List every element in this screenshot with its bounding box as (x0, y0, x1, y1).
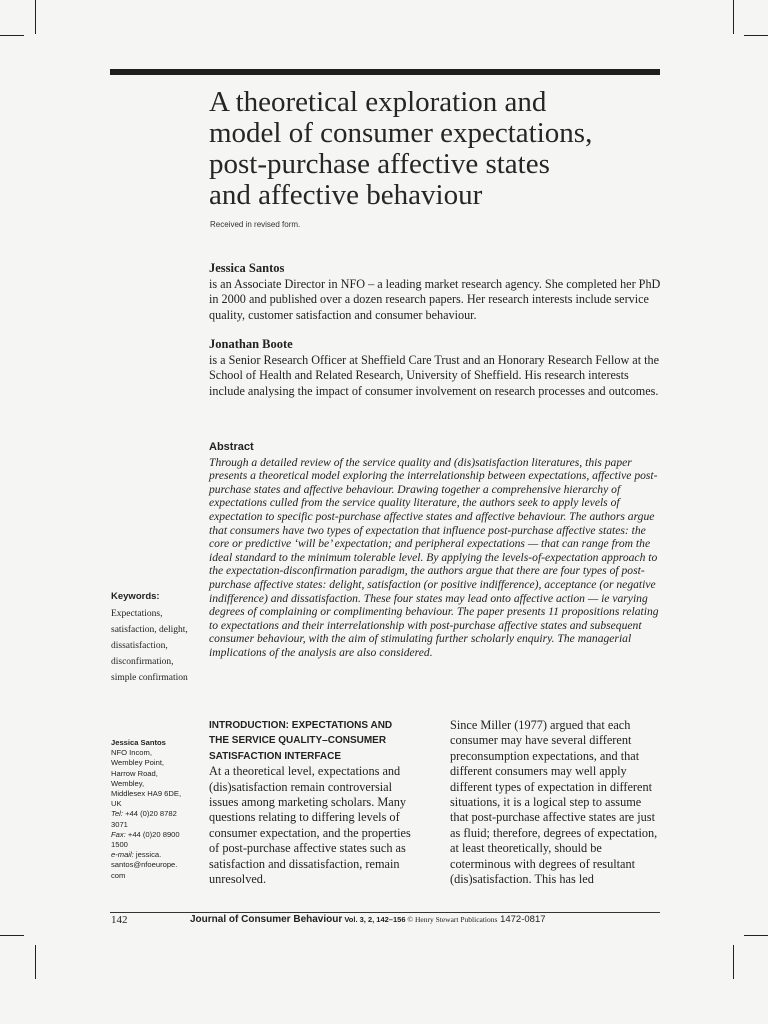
tel-value: +44 (0)20 8782 (122, 809, 177, 819)
abstract-heading: Abstract (209, 441, 254, 453)
fax-line (111, 830, 203, 840)
title-line: A theoretical exploration and (209, 86, 547, 118)
address-line: Wembley Point, (111, 758, 165, 768)
crop-mark (0, 35, 24, 36)
address-line: Middlesex HA9 6DE, (111, 789, 182, 799)
body-column-left (209, 718, 421, 887)
keywords-heading: Keywords: (111, 591, 160, 602)
section-heading-line: INTRODUCTION: EXPECTATIONS AND (209, 720, 393, 731)
email-value: jessica. (133, 850, 162, 860)
tel-label: Tel: (111, 809, 123, 819)
abstract-text: Through a detailed review of the service quality and (dis)satisfaction literatures, this paper presents a theoretical model exploring the interrelationship between expectations, affective post-purchase states and affective behaviour. Drawing together a comprehensive hierarchy of expectations culled from the service quality literature, the authors seek to apply levels of expectation to specific post-purchase affective states and affective behaviour. The authors argue that consumers have two types of expectation that influence post-purchase affective states: the core or predictive ‘will be’ expectation; and peripheral expectations — that can range from the ideal standard to the minimum tolerable level. By applying the levels-of-expectation approach to the expectation-disconfirmation paradigm, the authors argue that there are four types of post-purchase affective states: delight, satisfaction (or positive indifference), acceptance (or negative indifference) and dissatisfaction. These four states may lead onto affective action — ie varying degrees of complaining or complimenting behaviour. The paper presents 11 propositions relating to expectations and their interrelationship with post-purchase affective states and subsequent consumer behaviour, with the aim of stimulating further scholarly enquiry. The managerial implications of the analysis are also considered. (209, 455, 659, 659)
address-line: UK (111, 799, 122, 809)
keyword: disconfirmation, (111, 657, 174, 667)
body-text: At a theoretical level, expectations and (dis)satisfaction remain controversial issues among marketing scholars. Many questions relating to differing levels of consumer expectation, and the properties of post-purchase affective states such as satisfaction and dissatisfaction, remain unresolved. (209, 764, 411, 887)
section-heading-line: THE SERVICE QUALITY–CONSUMER (209, 735, 387, 747)
tel-line (111, 809, 203, 819)
crop-mark (35, 945, 36, 979)
body-column-right (450, 718, 662, 887)
address-line: Wembley, (111, 778, 145, 788)
address-line: NFO Incom, (111, 748, 152, 758)
section-heading-line: SATISFACTION INTERFACE (209, 750, 342, 762)
title-line: and affective behaviour (209, 179, 483, 211)
publisher: © Henry Stewart Publications (405, 915, 498, 924)
author-block (209, 261, 661, 323)
email-label: e-mail: (111, 850, 134, 860)
fax-value-cont: 1500 (111, 840, 128, 850)
journal-name: Journal of Consumer Behaviour (190, 914, 343, 925)
email-value-cont: santos@nfoeurope. (111, 860, 178, 870)
journal-citation (190, 914, 546, 925)
fax-label: Fax: (111, 829, 126, 839)
crop-mark (733, 945, 734, 979)
keywords (111, 591, 206, 686)
address-line: Harrow Road, (111, 768, 158, 778)
contact-address (111, 738, 203, 881)
keyword: simple confirmation (111, 673, 188, 683)
fax-value: +44 (0)20 8900 (125, 829, 180, 839)
crop-mark (744, 35, 768, 36)
body-text: Since Miller (1977) argued that each consumer may have several different preconsumption expectations, and that different consumers may well apply different types of expectation in different situations, it is a logical step to assume that post-purchase affective states are just as fluid; therefore, degrees of expectation, at least theoretically, should be coterminous with degrees of resultant (dis)satisfaction. This has led (450, 718, 658, 887)
title-line: model of consumer expectations, (209, 117, 593, 149)
author-block (209, 337, 661, 399)
keyword: dissatisfaction, (111, 641, 168, 651)
tel-value-cont: 3071 (111, 819, 128, 829)
email-line (111, 850, 203, 860)
email-value-cont: com (111, 870, 126, 880)
abstract (209, 441, 661, 660)
issn: 1472-0817 (497, 914, 546, 925)
author-bio: is an Associate Director in NFO – a leading market research agency. She completed her PhD in 2000 and published over a dozen research papers. Her research interests include service quality, customer satisfaction and consumer behaviour. (209, 276, 661, 322)
contact-name: Jessica Santos (111, 738, 166, 747)
title-line: post-purchase affective states (209, 148, 550, 180)
received-note: Received in revised form. (210, 220, 301, 229)
crop-mark (35, 0, 36, 34)
crop-mark (744, 935, 768, 936)
keyword: satisfaction, delight, (111, 625, 188, 635)
crop-mark (0, 935, 24, 936)
author-name: Jonathan Boote (209, 337, 293, 351)
keyword: Expectations, (111, 609, 163, 619)
article-title (209, 87, 669, 211)
page-number: 142 (111, 914, 128, 926)
crop-mark (733, 0, 734, 34)
footer-rule (110, 912, 660, 913)
journal-volume: Vol. 3, 2, 142–156 (342, 915, 406, 924)
header-rule (110, 69, 660, 75)
author-bio: is a Senior Research Officer at Sheffield Care Trust and an Honorary Research Fellow at the School of Health and Related Research, University of Sheffield. His research interests include analysing the impact of consumer involvement on research processes and outcomes. (209, 352, 660, 398)
author-name: Jessica Santos (209, 261, 285, 275)
